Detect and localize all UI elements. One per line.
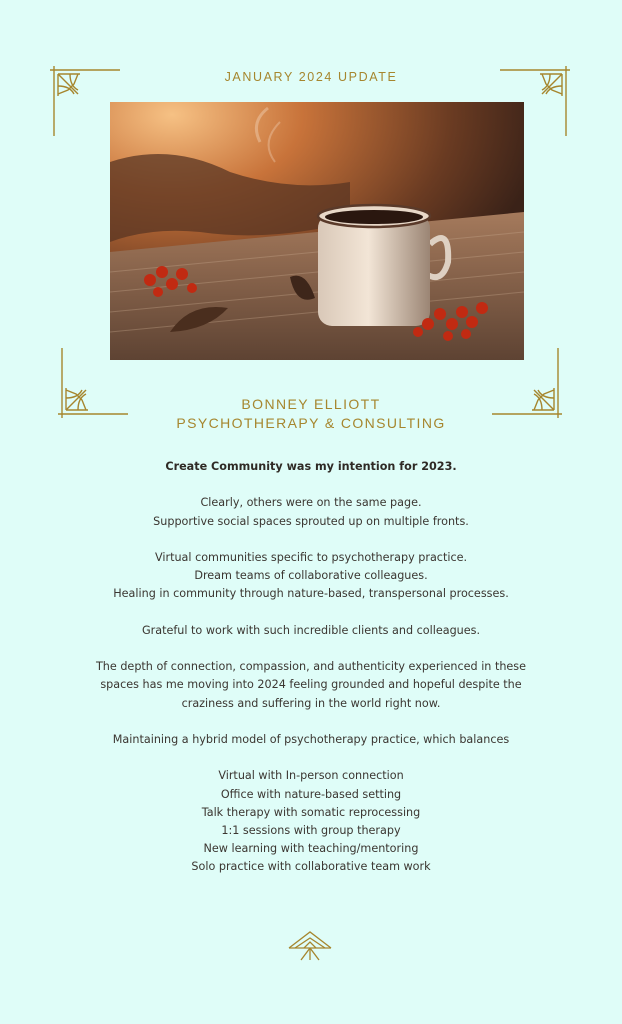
newsletter-body [0,458,622,877]
coffee-mug-illustration [110,102,524,360]
newsletter-date-heading: JANUARY 2024 UPDATE [224,70,398,84]
paragraph-line: spaces has me moving into 2024 feeling grounded and hopeful despite the [100,678,522,692]
balance-item: Solo practice with collaborative team work [191,860,431,874]
brand-tagline: PSYCHOTHERAPY & CONSULTING [176,415,446,431]
balance-item: Office with nature-based setting [220,787,402,801]
paragraph-line: Clearly, others were on the same page. [200,496,422,510]
balance-item: New learning with teaching/mentoring [203,842,419,856]
intro-statement: Create Community was my intention for 2023. [165,460,457,473]
paragraph-line: The depth of connection, compassion, and authenticity experienced in these [95,660,527,674]
paragraph-line: Dream teams of collaborative colleagues. [194,569,428,583]
brand-name: BONNEY ELLIOTT [241,396,381,412]
paragraph-line: Virtual communities specific to psychotherapy practice. [154,550,468,564]
paragraph-line: Grateful to work with such incredible clients and colleagues. [141,623,481,637]
hero-photo [110,102,524,360]
balance-item: 1:1 sessions with group therapy [221,823,401,837]
balance-item: Virtual with In-person connection [218,769,404,783]
paragraph-line: Maintaining a hybrid model of psychotherapy practice, which balances [112,732,510,746]
paragraph-line: Healing in community through nature-based, transpersonal processes. [113,587,509,601]
paragraph-line: craziness and suffering in the world right now. [181,696,441,710]
balance-item: Talk therapy with somatic reprocessing [201,805,421,819]
art-deco-fan-ornament-icon [287,928,333,962]
paragraph-line: Supportive social spaces sprouted up on multiple fronts. [153,514,469,528]
